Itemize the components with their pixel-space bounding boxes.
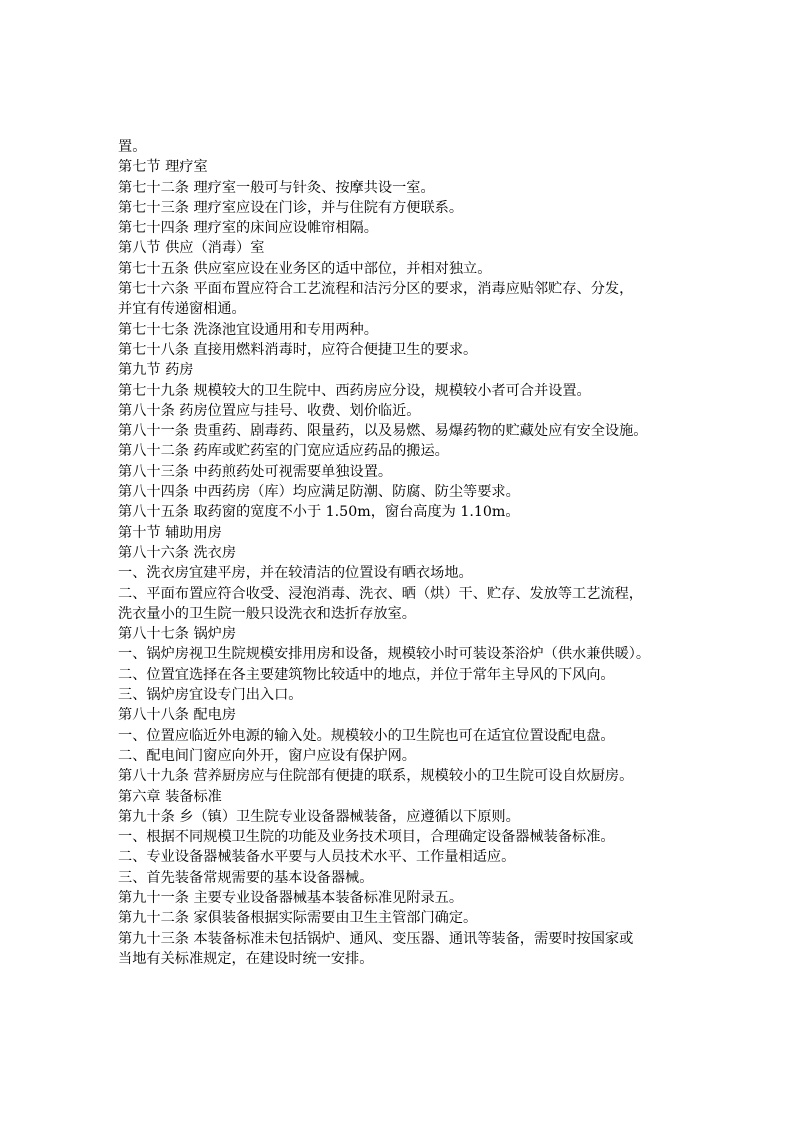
section-heading: 第八节 供应（消毒）室 — [118, 240, 265, 257]
article-85: 第八十五条 取药窗的宽度不小于 1.50m，窗台高度为 1.10m。 — [118, 504, 520, 521]
chapter-heading: 第六章 装备标准 — [118, 788, 222, 805]
list-item: 一、根据不同规模卫生院的功能及业务技术项目，合理确定设备器械装备标准。 — [118, 829, 615, 846]
article-90: 第九十条 乡（镇）卫生院专业设备器械装备，应遵循以下原则。 — [118, 808, 520, 825]
article-84: 第八十四条 中西药房（库）均应满足防潮、防腐、防尘等要求。 — [118, 484, 520, 501]
article-73: 第七十三条 理疗室应设在门诊，并与住院有方便联系。 — [118, 199, 464, 216]
article-76: 第七十六条 平面布置应符合工艺流程和洁污分区的要求，消毒应贴邻贮存、分发， — [118, 281, 634, 298]
section-heading: 第十节 辅助用房 — [118, 524, 222, 541]
article-79: 第七十九条 规模较大的卫生院中、西药房应分设，规模较小者可合并设置。 — [118, 382, 591, 399]
list-item: 一、洗衣房宜建平房，并在较清洁的位置设有晒衣场地。 — [118, 565, 473, 582]
list-item: 三、首先装备常规需要的基本设备器械。 — [118, 869, 374, 886]
list-item: 二、配电间门窗应向外开，窗户应设有保护网。 — [118, 747, 416, 764]
article-72: 第七十二条 理疗室一般可与针灸、按摩共设一室。 — [118, 179, 435, 196]
article-93-continued: 当地有关标准规定，在建设时统一安排。 — [118, 950, 374, 967]
article-87: 第八十七条 锅炉房 — [118, 626, 237, 643]
article-88: 第八十八条 配电房 — [118, 707, 237, 724]
list-item: 一、锅炉房视卫生院规模安排用房和设备，规模较小时可装设茶浴炉（供水兼供暖）。 — [118, 646, 651, 663]
article-93: 第九十三条 本装备标准未包括锅炉、通风、变压器、通讯等装备，需要时按国家或 — [118, 930, 634, 947]
list-item: 二、位置宜选择在各主要建筑物比较适中的地点，并位于常年主导风的下风向。 — [118, 666, 615, 683]
article-76-continued: 并宜有传递窗相通。 — [118, 301, 246, 318]
section-heading: 第九节 药房 — [118, 362, 194, 379]
article-81: 第八十一条 贵重药、剧毒药、限量药，以及易燃、易爆药物的贮藏处应有安全设施。 — [118, 423, 648, 440]
list-item-continued: 洗衣量小的卫生院一般只设洗衣和迭折存放室。 — [118, 605, 416, 622]
article-77: 第七十七条 洗涤池宜设通用和专用两种。 — [118, 321, 378, 338]
list-item: 二、专业设备器械装备水平要与人员技术水平、工作量相适应。 — [118, 849, 516, 866]
article-82: 第八十二条 药库或贮药室的门宽应适应药品的搬运。 — [118, 443, 449, 460]
document-body — [118, 137, 678, 969]
article-86: 第八十六条 洗衣房 — [118, 544, 237, 561]
text-line: 置。 — [118, 139, 147, 155]
article-91: 第九十一条 主要专业设备器械基本装备标准见附录五。 — [118, 889, 464, 906]
article-92: 第九十二条 家俱装备根据实际需要由卫生主管部门确定。 — [118, 910, 478, 927]
list-item: 二、平面布置应符合收受、浸泡消毒、洗衣、晒（烘）干、贮存、发放等工艺流程， — [118, 585, 643, 602]
article-89: 第八十九条 营养厨房应与住院部有便捷的联系，规模较小的卫生院可设自炊厨房。 — [118, 768, 634, 785]
article-75: 第七十五条 供应室应设在业务区的适中部位，并相对独立。 — [118, 260, 492, 277]
article-80: 第八十条 药房位置应与挂号、收费、划价临近。 — [118, 402, 421, 419]
section-heading: 第七节 理疗室 — [118, 159, 208, 176]
article-74: 第七十四条 理疗室的床间应设帷帘相隔。 — [118, 220, 378, 237]
list-item: 一、位置应临近外电源的输入处。规模较小的卫生院也可在适宜位置设配电盘。 — [118, 727, 615, 744]
article-78: 第七十八条 直接用燃料消毒时，应符合便捷卫生的要求。 — [118, 341, 478, 358]
article-83: 第八十三条 中药煎药处可视需要单独设置。 — [118, 463, 393, 480]
list-item: 三、锅炉房宜设专门出入口。 — [118, 687, 303, 704]
